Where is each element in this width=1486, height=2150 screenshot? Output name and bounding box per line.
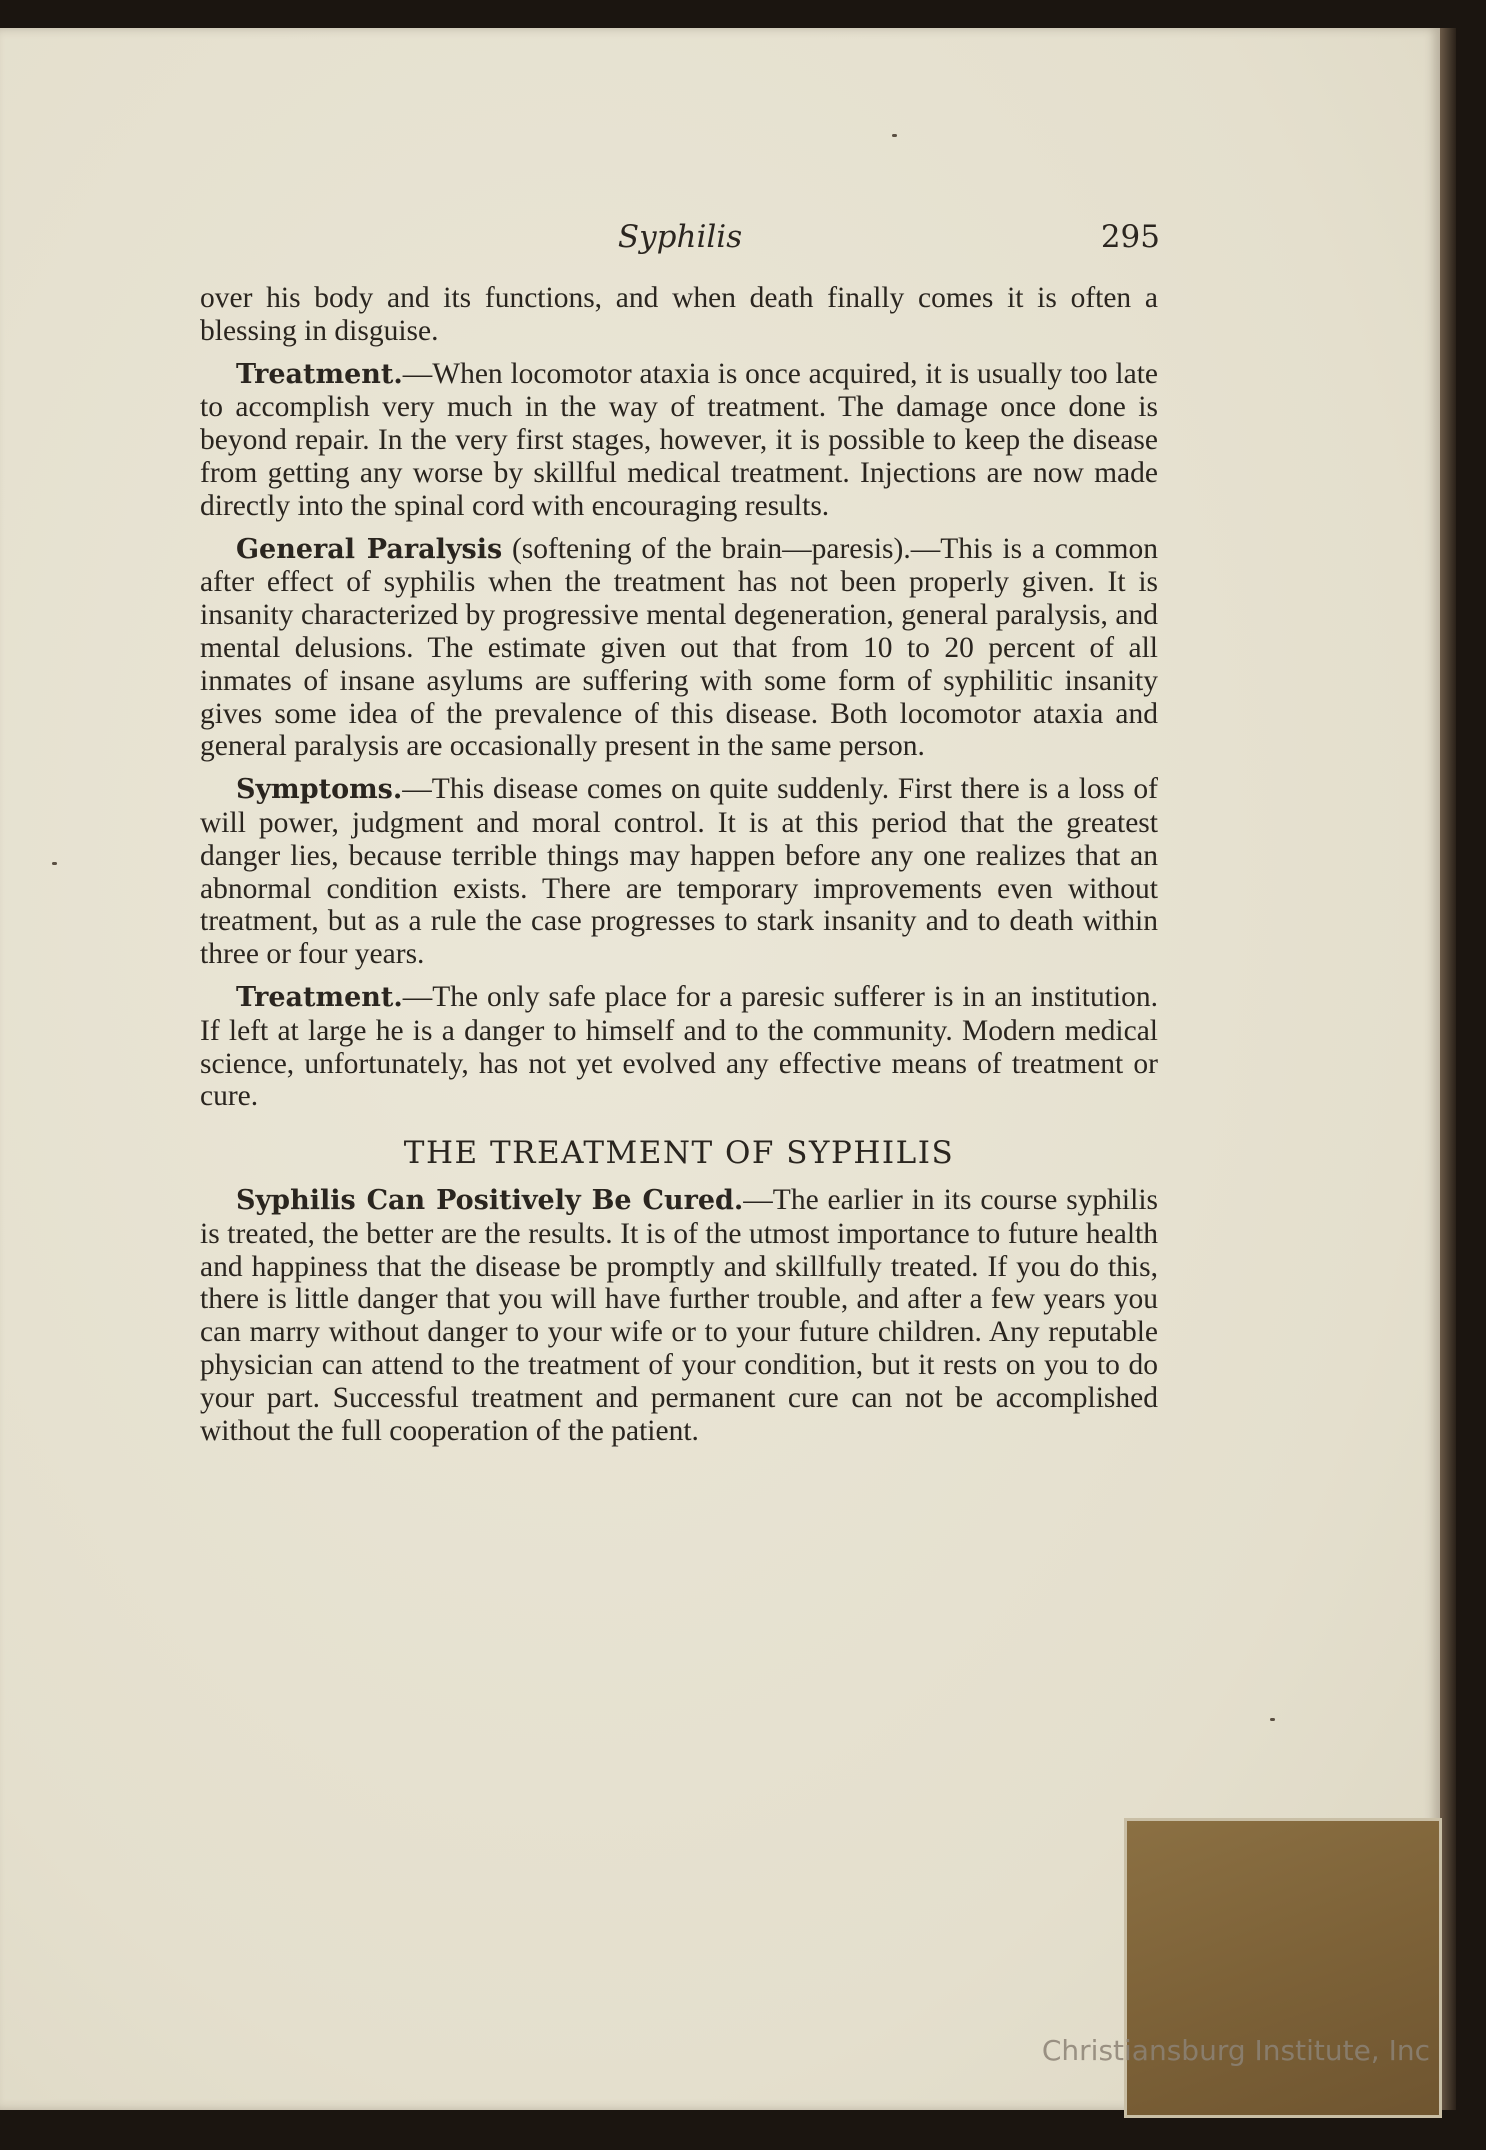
paper-speck [52,862,57,865]
running-head [200,212,1160,262]
library-label-patch [1124,1818,1442,2118]
page-number: 295 [1100,219,1160,255]
paragraph-lead: Symptoms. [236,774,403,806]
paragraph-lead: Syphilis Can Positively Be Cured. [236,1184,744,1216]
page-edge-shadow [1440,28,1456,2110]
paragraph-can-be-cured [200,1184,1158,1447]
paragraph-text: —This disease comes on quite suddenly. First there is a loss of will power, judgment and moral control. It is at this period that the greatest danger lies, because terrible things may happen before any one realizes that an abnormal condition exists. There are temporary improvements even without treatment, but as a rule the case progresses to stark insanity and to death within three or four years. [200,773,1158,971]
running-title: Syphilis [617,219,743,255]
paragraph-continuation: over his body and its functions, and when death finally comes it is often a blessing in disguise. [200,282,1158,347]
paragraph-lead: Treatment. [236,981,403,1013]
paragraph-text: —The only safe place for a paresic sufferer is in an institution. If left at large he is a danger to himself and to the community. Modern medical science, unfortunately, has not yet evolved any effective means of treatment or cure. [200,980,1158,1113]
paragraph-general-paralysis [200,533,1158,764]
paragraph-text: —The earlier in its course syphilis is treated, the better are the results. It is of the utmost importance to future health and happiness that the disease be promptly and skillfully treated. If you do this, there is little danger that you will have further trouble, and after a few years you can marry without danger to your wife or to your future children. Any reputable physician can attend to the treatment of your condition, but it rests on you to do your part. Successful treatment and permanent cure can not be accomplished without the full cooperation of the patient. [200,1183,1158,1447]
section-heading: THE TREATMENT OF SYPHILIS [403,1135,955,1172]
paragraph-text: (softening of the brain—paresis).—This is a common after effect of syphilis when the treatment has not been properly given. It is insanity characterized by progressive mental degeneration, general paralysis, and mental delusions. The estimate given out that from 10 to 20 percent of all inmates of insane asylums are suffering with some form of syphilitic insanity gives some idea of the prevalence of this disease. Both locomotor ataxia and general paralysis are occasionally present in the same person. [200,532,1158,763]
paper-speck [1270,1718,1275,1721]
watermark-text: Christiansburg Institute, Inc [1041,2034,1430,2067]
paragraph-symptoms [200,773,1158,971]
paragraph-lead: Treatment. [236,358,403,390]
paragraph-lead: General Paralysis [236,533,503,565]
paragraph-paresis-treatment [200,981,1158,1113]
paragraph-ataxia-treatment [200,358,1158,523]
body-text [200,282,1158,1457]
paper-speck [892,134,897,137]
paragraph-text: —When locomotor ataxia is once acquired, it is usually too late to accomplish very much in the way of treatment. The damage once done is beyond repair. In the very first stages, however, it is possible to keep the disease from getting any worse by skillful medical treatment. Injections are now made directly into the spinal cord with encouraging results. [200,357,1158,522]
